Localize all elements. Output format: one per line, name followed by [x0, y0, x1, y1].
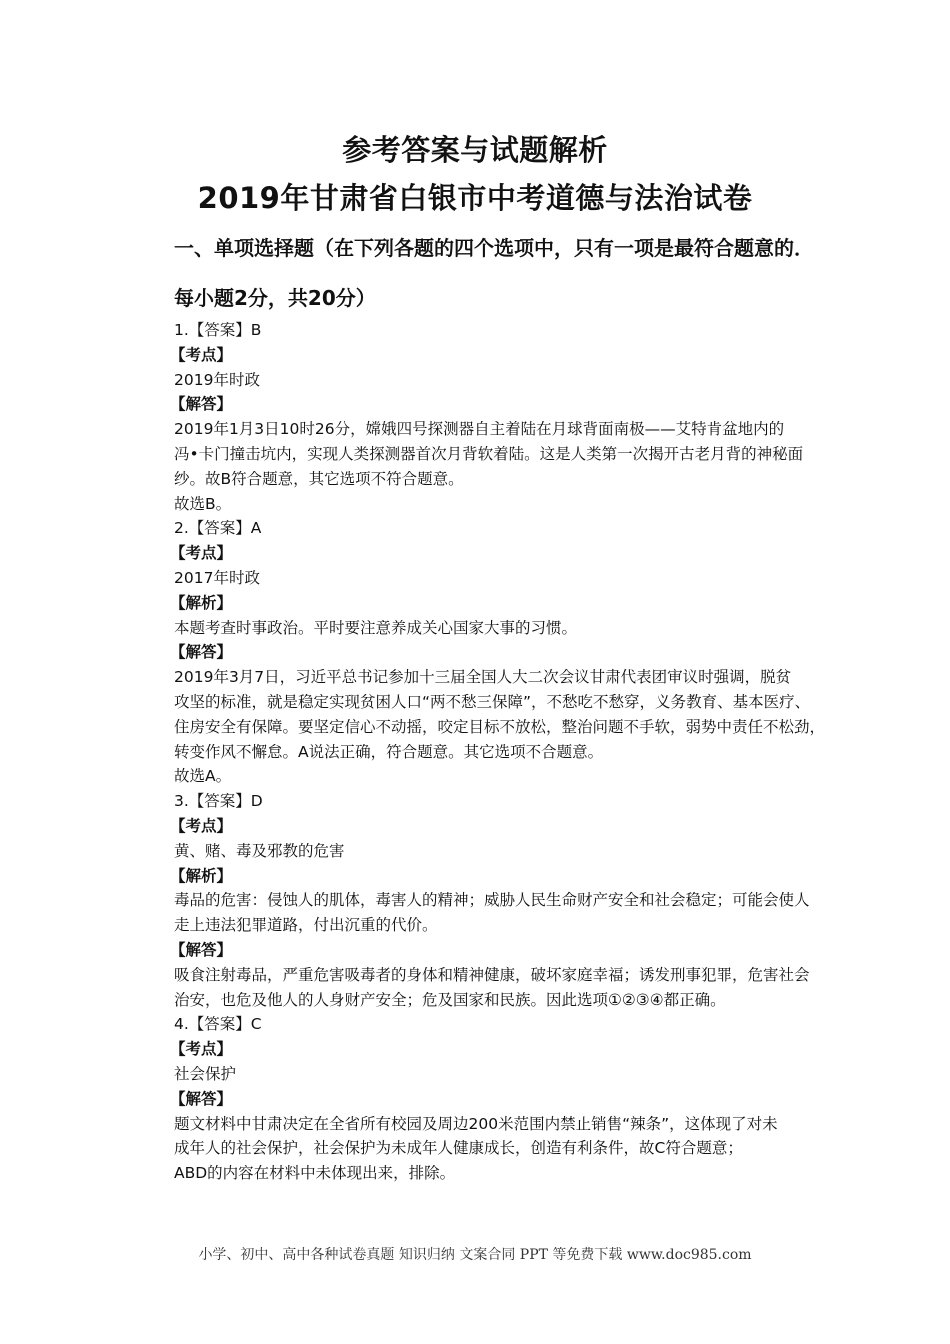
answer-line: 攻坚的标准，就是稳定实现贫困人口“两不愁三保障”，不愁吃不愁穿，义务教育、基本医疗、 [174, 692, 811, 711]
answer-line: 2019年时政 [174, 370, 260, 389]
answer-line: ABD的内容在材料中未体现出来，排除。 [174, 1164, 456, 1183]
answer-line: 2019年3月7日，习近平总书记参加十三届全国人大二次会议甘肃代表团审议时强调，脱贫 [174, 668, 792, 687]
answer-line: 毒品的危害：侵蚀人的肌体，毒害人的精神；威胁人民生命财产安全和社会稳定；可能会使人 [174, 891, 810, 910]
answer-line: 治安，也危及他人的人身财产安全；危及国家和民族。因此选项①②③④都正确。 [174, 990, 726, 1009]
section-heading-line-2: 每小题2分，共20分） [174, 286, 376, 310]
answer-line: 走上违法犯罪道路，付出沉重的代价。 [174, 916, 438, 935]
section-tag: 【考点】 [170, 816, 233, 835]
exam-title: 2019年甘肃省白银市中考道德与法治试卷 [197, 181, 753, 215]
section-heading-line-1: 一、单项选择题（在下列各题的四个选项中，只有一项是最符合题意的． [174, 236, 814, 260]
answer-line: 故选B。 [174, 494, 232, 513]
answer-line: 2017年时政 [174, 568, 260, 587]
answer-line: 本题考查时事政治。平时要注意养成关心国家大事的习惯。 [174, 618, 578, 637]
answer-line: 吸食注射毒品，严重危害吸毒者的身体和精神健康，破坏家庭幸福；诱发刑事犯罪，危害社会 [174, 965, 810, 984]
answer-line: 黄、赌、毒及邪教的危害 [174, 841, 345, 860]
section-tag: 【解答】 [170, 1089, 233, 1108]
answer-line: 题文材料中甘肃决定在全省所有校园及周边200米范围内禁止销售“辣条”，这体现了对未 [174, 1114, 778, 1133]
section-tag: 【解析】 [170, 593, 233, 612]
answer-body [170, 318, 879, 1186]
section-tag: 【解答】 [170, 395, 233, 414]
answer-line: 成年人的社会保护，社会保护为未成年人健康成长，创造有利条件，故C符合题意； [174, 1139, 743, 1158]
answer-line: 社会保护 [174, 1064, 237, 1083]
section-tag: 【考点】 [170, 544, 233, 563]
section-tag: 【考点】 [170, 1040, 233, 1059]
answer-line: 转变作风不懈怠。A说法正确，符合题意。其它选项不合题意。 [174, 742, 604, 761]
answer-line: 纱。故B符合题意，其它选项不符合题意。 [174, 469, 464, 488]
footer-watermark: 小学、初中、高中各种试卷真题 知识归纳 文案合同 PPT 等免费下载 www.doc985.com [198, 1247, 752, 1263]
answer-line: 冯•卡门撞击坑内，实现人类探测器首次月背软着陆。这是人类第一次揭开古老月背的神秘面 [174, 444, 804, 463]
answer-line: 1.【答案】B [174, 321, 262, 339]
answer-line: 2019年1月3日10时26分，嫦娥四号探测器自主着陆在月球背面南极——艾特肯盆地内的 [174, 420, 785, 439]
answer-line: 故选A。 [174, 767, 232, 786]
section-tag: 【解析】 [170, 866, 233, 885]
section-tag: 【解答】 [170, 940, 233, 959]
answer-line: 2.【答案】A [174, 519, 262, 538]
section-tag: 【考点】 [170, 345, 233, 364]
answer-line: 3.【答案】D [174, 792, 263, 811]
answer-title: 参考答案与试题解析 [342, 133, 608, 167]
section-tag: 【解答】 [170, 643, 233, 662]
answer-line: 住房安全有保障。要坚定信心不动摇，咬定目标不放松，整治问题不手软，弱势中责任不松劲， [174, 717, 826, 736]
answer-line: 4.【答案】C [174, 1015, 262, 1034]
